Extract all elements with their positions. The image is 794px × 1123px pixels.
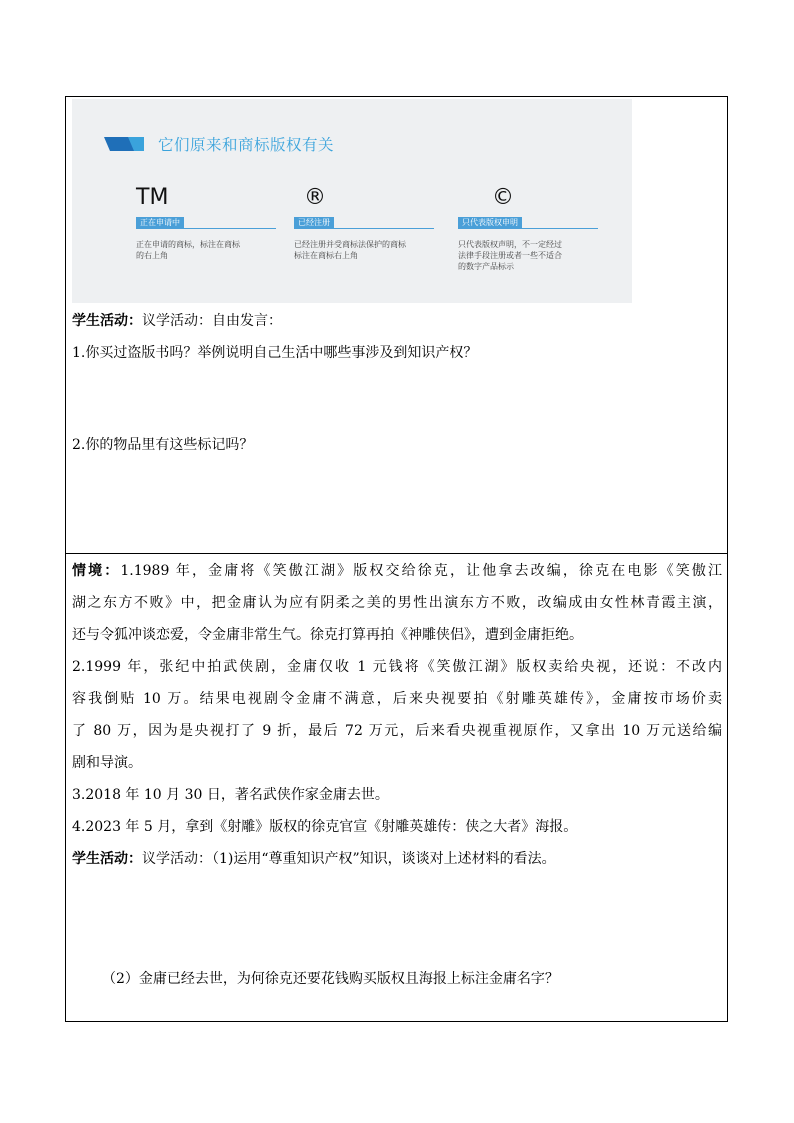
question-2: 2.你的物品里有这些标记吗？ <box>72 437 254 453</box>
context-line-5: 容我倒贴 10 万。结果电视剧令金庸不满意，后来央视要拍《射雕英雄传》，金庸按市场价卖 <box>72 691 722 707</box>
copyright-mark <box>458 185 598 272</box>
folder-tab-icon <box>104 137 144 151</box>
row-divider <box>66 553 727 554</box>
context-line-9: 4.2023 年 5 月，拿到《射雕》版权的徐克官宣《射雕英雄传：侠之大者》海报。 <box>72 819 578 835</box>
tm-desc: 正在申请的商标，标注在商标 的右上角 <box>136 240 240 260</box>
copyright-desc: 只代表版权声明，不一定经过 法律手段注册或者一些不适合 的数字产品标示 <box>458 240 562 271</box>
slide-title: 它们原来和商标版权有关 <box>158 136 335 154</box>
section2-activity: 学生活动：议学活动：（1)运用“尊重知识产权”知识，谈谈对上述材料的看法。 <box>72 851 556 867</box>
registered-symbol: ® <box>304 185 326 210</box>
tm-tag: 正在申请中 <box>136 217 184 229</box>
tm-symbol: TM <box>136 185 169 210</box>
context-line-4: 2.1999 年，张纪中拍武侠剧，金庸仅收 1 元钱将《笑傲江湖》版权卖给央视，还说：不改内 <box>72 659 722 675</box>
context-line-3: 还与令狐冲谈恋爱，令金庸非常生气。徐克打算再拍《神雕侠侣》，遭到金庸拒绝。 <box>72 627 583 643</box>
tm-mark <box>136 185 276 261</box>
trademark-slide-image <box>72 99 632 303</box>
registered-tag: 已经注册 <box>294 217 334 229</box>
question-1: 1.你买过盗版书吗？举例说明自己生活中哪些事涉及到知识产权？ <box>72 345 478 361</box>
activity-label: 学生活动： <box>72 313 142 329</box>
context-line-7: 剧和导演。 <box>72 755 142 771</box>
section2-question-2: （2）金庸已经去世，为何徐克还要花钱购买版权且海报上标注金庸名字？ <box>102 971 559 987</box>
section1-activity: 学生活动：议学活动：自由发言： <box>72 313 282 329</box>
context-line-8: 3.2018 年 10 月 30 日，著名武侠作家金庸去世。 <box>72 787 389 803</box>
context-line-6: 了 80 万，因为是央视打了 9 折，最后 72 万元，后来看央视重视原作，又拿出 10 万元送给编 <box>72 723 722 739</box>
content-table <box>65 96 728 1022</box>
context-line-2: 湖之东方不败》中，把金庸认为应有阴柔之美的男性出演东方不败，改编成由女性林青霞主演， <box>72 595 722 611</box>
copyright-symbol: © <box>492 185 514 210</box>
registered-desc: 已经注册并受商标法保护的商标 标注在商标右上角 <box>294 240 406 260</box>
registered-mark <box>294 185 434 261</box>
copyright-tag: 只代表版权申明 <box>458 217 522 229</box>
context-line-1: 情境：1.1989 年，金庸将《笑傲江湖》版权交给徐克，让他拿去改编，徐克在电影《笑傲江 <box>72 563 723 579</box>
